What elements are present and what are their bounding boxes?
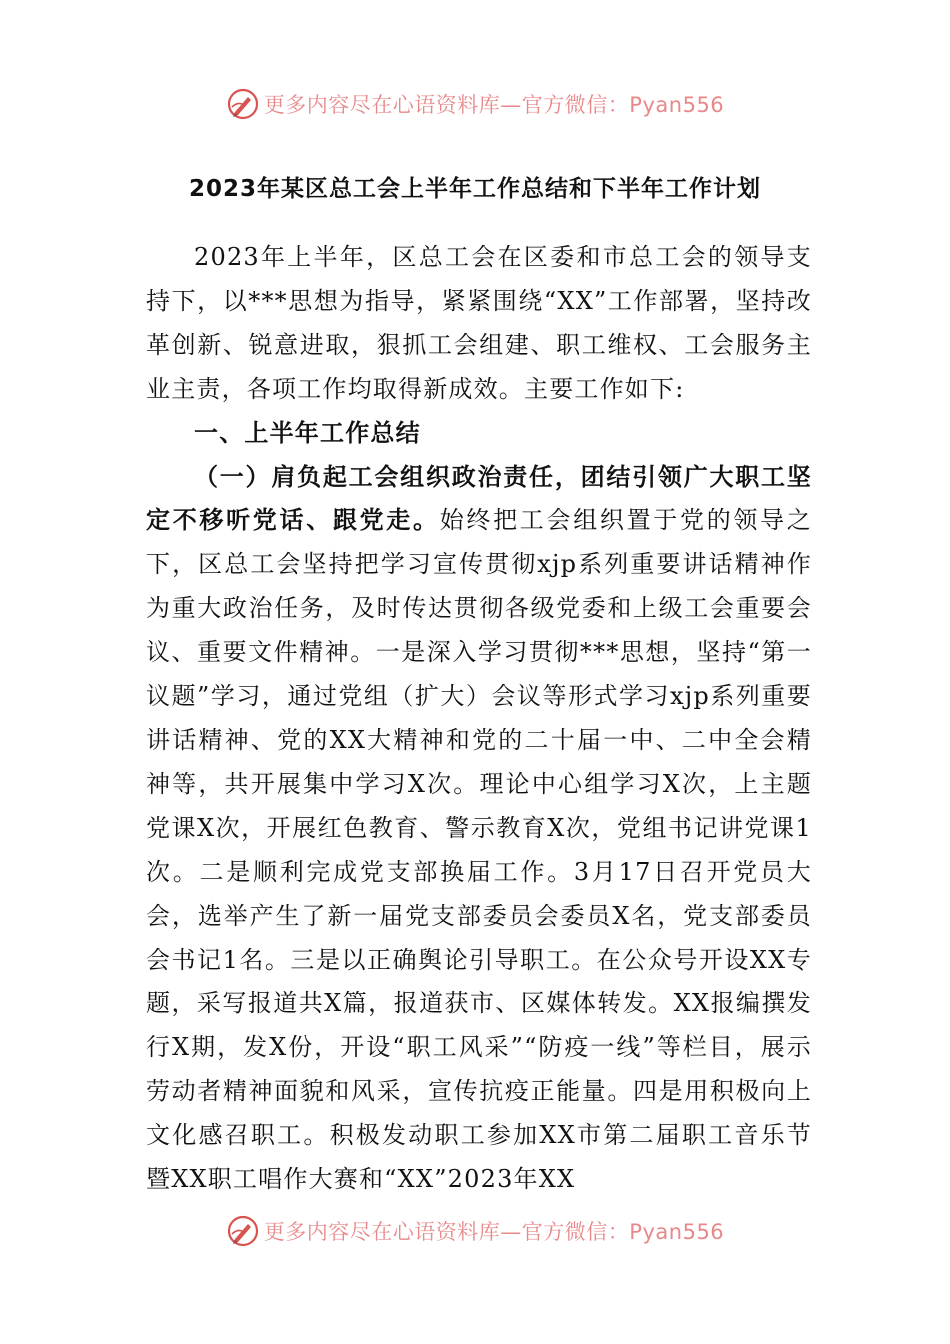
subsection-paragraph xyxy=(146,456,812,1202)
watermark-text: 更多内容尽在心语资料库—官方微信：Pyan556 xyxy=(263,93,725,117)
watermark-footer xyxy=(0,1211,950,1251)
section-heading: 一、上半年工作总结 xyxy=(194,418,421,447)
intro-paragraph: 2023年上半年，区总工会在区委和市总工会的领导支持下，以***思想为指导，紧紧围绕“XX”工作部署，坚持改革创新、锐意进取，狠抓工会组建、职工维权、工会服务主业主责，各项工作均取得新成效。主要工作如下: xyxy=(146,243,812,403)
pen-logo-icon xyxy=(226,87,260,121)
watermark-header xyxy=(0,84,950,124)
document-title: 2023年某区总工会上半年工作总结和下半年工作计划 xyxy=(188,176,761,202)
subsection-heading: （一）肩负起工会组织政治责任，团结引领广大职工坚定不移听党话、跟党走。 xyxy=(146,462,812,535)
watermark-text: 更多内容尽在心语资料库—官方微信：Pyan556 xyxy=(263,1220,725,1244)
subsection-body: 始终把工会组织置于党的领导之下，区总工会坚持把学习宣传贯彻xjp系列重要讲话精神作为重大政治任务，及时传达贯彻各级党委和上级工会重要会议、重要文件精神。一是深入学习贯彻***思想，坚持“第一议题”学习，通过党组（扩大）会议等形式学习xjp系列重要讲话精神、党的XX大精神和党的二十届一中、二中全会精神等，共开展集中学习X次。理论中心组学习X次，上主题党课X次，开展红色教育、警示教育X次，党组书记讲党课1次。二是顺利完成党支部换届工作。3月17日召开党员大会，选举产生了新一届党支部委员会委员X名，党支部委员会书记1名。三是以正确舆论引导职工。在公众号开设XX专题，采写报道共X篇，报道获市、区媒体转发。XX报编撰发行X期，发X份，开设“职工风采”“防疫一线”等栏目，展示劳动者精神面貌和风采，宣传抗疫正能量。四是用积极向上文化感召职工。积极发动职工参加XX市第二届职工音乐节暨XX职工唱作大赛和“XX”2023年XX xyxy=(146,506,812,1194)
pen-logo-icon xyxy=(226,1214,260,1248)
document-body xyxy=(146,236,812,1202)
